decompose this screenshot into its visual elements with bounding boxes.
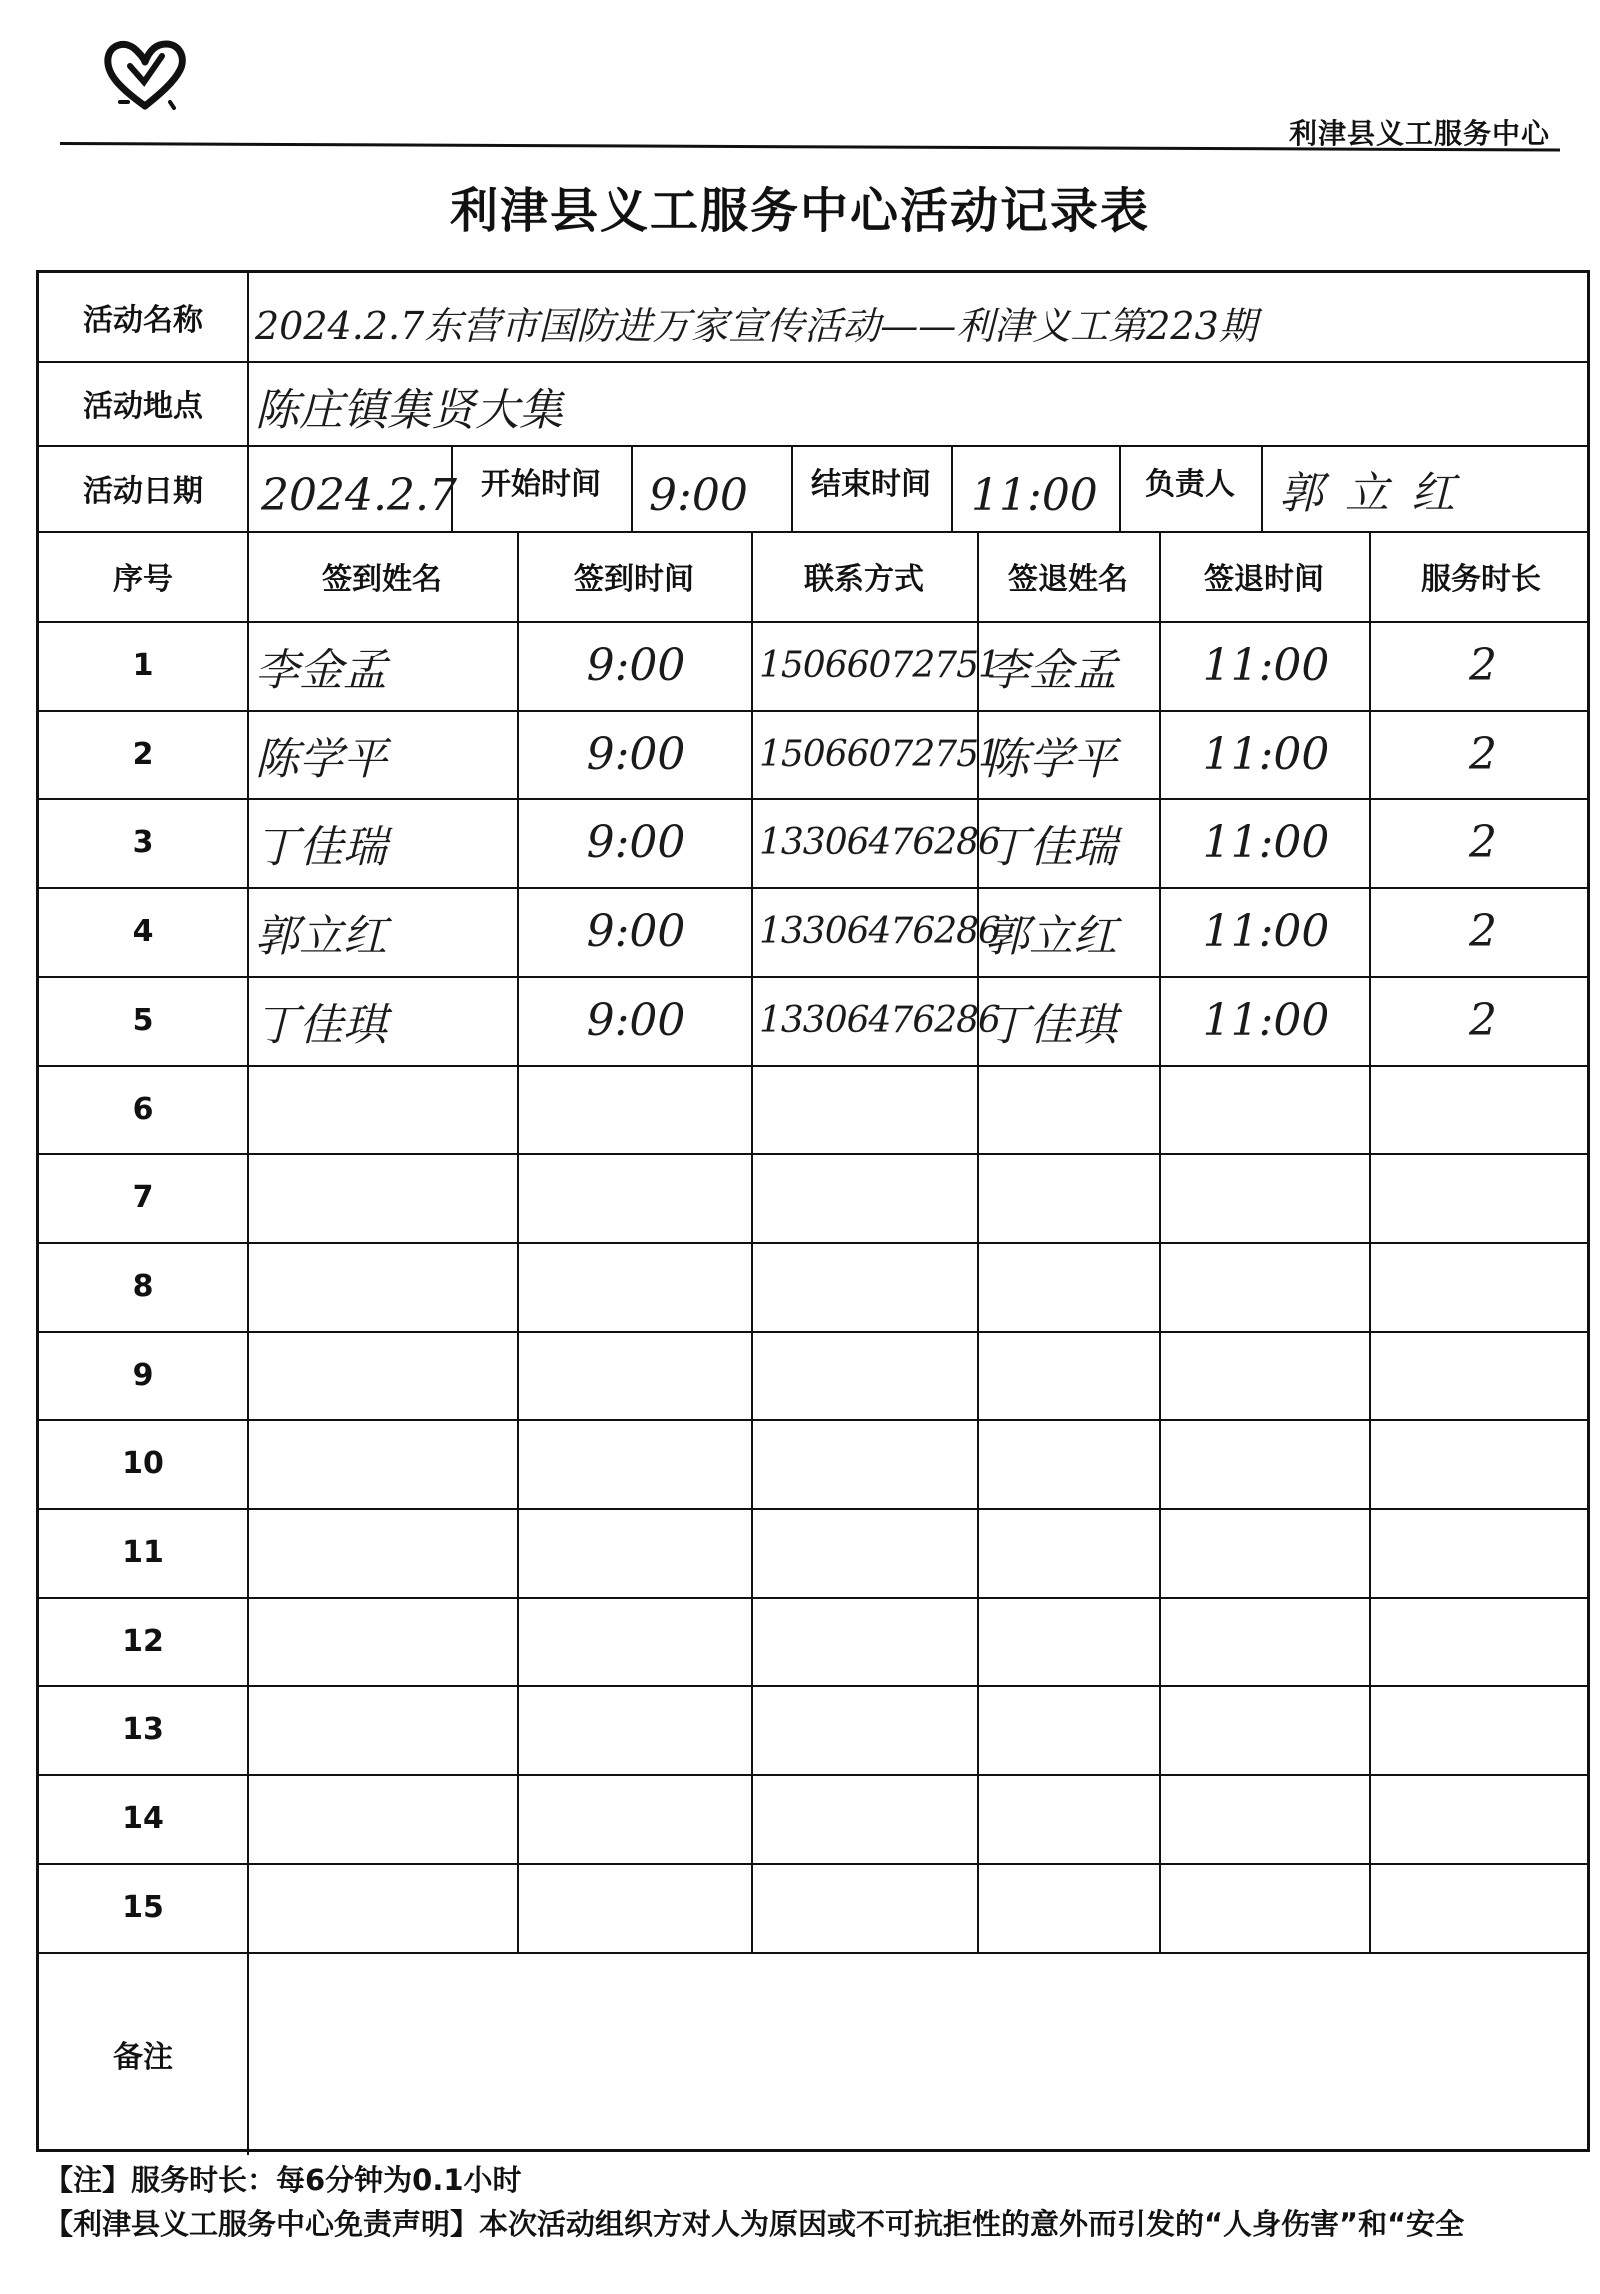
signin-name [255, 1419, 513, 1508]
row-number: 6 [132, 1092, 154, 1127]
service-hours [1377, 1419, 1589, 1508]
signin-name [255, 1863, 513, 1952]
signin-time [525, 1331, 747, 1420]
signout-name [985, 1508, 1155, 1597]
signin-time: 9:00 [586, 640, 686, 691]
header-no: 序号 [113, 562, 173, 597]
contact-phone [759, 1774, 973, 1863]
signin-time [525, 1508, 747, 1597]
signin-name: 丁佳瑞 [255, 821, 387, 873]
service-hours: 2 [1469, 640, 1497, 691]
signin-time [525, 1774, 747, 1863]
service-hours [1377, 1685, 1589, 1774]
signin-time [525, 1153, 747, 1242]
row-number: 11 [122, 1535, 164, 1570]
column-divider [951, 445, 953, 531]
contact-phone [759, 1331, 973, 1420]
signout-time [1167, 1863, 1365, 1952]
contact-phone: 13306476286 [759, 911, 1000, 952]
header-service-hours: 服务时长 [1421, 562, 1541, 597]
service-hours [1377, 1774, 1589, 1863]
contact-phone: 13306476286 [759, 1000, 1000, 1041]
contact-phone: 15066072751 [759, 645, 1000, 686]
signout-time [1167, 1331, 1365, 1420]
form-notes [44, 2158, 1564, 2246]
signin-name [255, 1774, 513, 1863]
row-number: 10 [122, 1446, 164, 1481]
signin-name [255, 1685, 513, 1774]
service-hours [1377, 1065, 1589, 1154]
row-number: 1 [132, 648, 154, 683]
signin-time: 9:00 [586, 995, 686, 1046]
row-number: 8 [132, 1269, 154, 1304]
leader-label: 负责人 [1145, 467, 1235, 502]
signout-time [1167, 1774, 1365, 1863]
heart-hand-logo-icon [100, 36, 190, 116]
column-divider [1261, 445, 1263, 531]
contact-phone: 13306476286 [759, 822, 1000, 863]
row-divider [39, 1952, 1587, 1954]
contact-phone: 15066072751 [759, 734, 1000, 775]
row-number: 5 [132, 1003, 154, 1038]
column-divider [1159, 531, 1161, 1952]
row-number: 7 [132, 1180, 154, 1215]
service-hours: 2 [1469, 906, 1497, 957]
leader-value: 郭立红 [1279, 468, 1477, 519]
activity-date-label: 活动日期 [83, 474, 203, 509]
service-hours [1377, 1242, 1589, 1331]
activity-record-form [36, 270, 1590, 2152]
contact-phone [759, 1863, 973, 1952]
signin-name [255, 1242, 513, 1331]
signin-time [525, 1419, 747, 1508]
signin-name: 丁佳琪 [255, 999, 387, 1051]
signin-name: 郭立红 [255, 910, 387, 962]
activity-date-value: 2024.2.7 [261, 469, 457, 521]
signout-time [1167, 1508, 1365, 1597]
header-signout-name: 签退姓名 [1008, 562, 1128, 597]
signout-name [985, 1331, 1155, 1420]
service-hours [1377, 1508, 1589, 1597]
activity-name-label: 活动名称 [83, 303, 203, 338]
signin-name: 李金孟 [255, 644, 387, 696]
signin-time: 9:00 [586, 817, 686, 868]
signout-time [1167, 1153, 1365, 1242]
row-number: 15 [122, 1890, 164, 1925]
signin-time: 9:00 [586, 729, 686, 780]
signout-name [985, 1153, 1155, 1242]
activity-name-value: 2024.2.7东营市国防进万家宣传活动——利津义工第223期 [255, 303, 1257, 348]
signout-name [985, 1419, 1155, 1508]
contact-phone [759, 1508, 973, 1597]
org-name: 利津县义工服务中心 [1288, 117, 1550, 150]
signout-time: 11:00 [1202, 995, 1330, 1046]
signin-time [525, 1065, 747, 1154]
contact-phone [759, 1419, 973, 1508]
signout-name [985, 1685, 1155, 1774]
signout-time: 11:00 [1202, 906, 1330, 957]
row-number: 2 [132, 737, 154, 772]
service-hours [1377, 1331, 1589, 1420]
signin-name: 陈学平 [255, 733, 387, 785]
service-hours: 2 [1469, 729, 1497, 780]
signout-name: 丁佳琪 [985, 999, 1117, 1051]
signin-name [255, 1331, 513, 1420]
service-hours: 2 [1469, 995, 1497, 1046]
signout-time: 11:00 [1202, 817, 1330, 868]
signout-name [985, 1065, 1155, 1154]
signout-name: 郭立红 [985, 910, 1117, 962]
end-time-value: 11:00 [971, 469, 1098, 521]
signout-time [1167, 1597, 1365, 1686]
row-divider [39, 361, 1587, 363]
column-divider [517, 531, 519, 1952]
header-contact: 联系方式 [804, 562, 924, 597]
contact-phone [759, 1065, 973, 1154]
signout-name [985, 1774, 1155, 1863]
header-signin-time: 签到时间 [574, 562, 694, 597]
signout-name [985, 1242, 1155, 1331]
header-signout-time: 签退时间 [1204, 562, 1324, 597]
signin-name [255, 1065, 513, 1154]
column-divider [1369, 531, 1371, 1952]
remarks-label: 备注 [113, 2039, 173, 2075]
activity-place-label: 活动地点 [83, 389, 203, 424]
signout-time [1167, 1242, 1365, 1331]
signout-time [1167, 1685, 1365, 1774]
row-number: 14 [122, 1801, 164, 1836]
service-hours: 2 [1469, 817, 1497, 868]
contact-phone [759, 1685, 973, 1774]
service-hours [1377, 1863, 1589, 1952]
signout-name: 李金孟 [985, 644, 1117, 696]
signin-time: 9:00 [586, 906, 686, 957]
start-time-label: 开始时间 [481, 467, 601, 502]
signout-name: 陈学平 [985, 733, 1117, 785]
signout-time [1167, 1065, 1365, 1154]
end-time-label: 结束时间 [811, 467, 931, 502]
row-number: 3 [132, 825, 154, 860]
column-divider [751, 531, 753, 1952]
contact-phone [759, 1597, 973, 1686]
signin-name [255, 1508, 513, 1597]
row-number: 9 [132, 1358, 154, 1393]
header-signin-name: 签到姓名 [322, 562, 442, 597]
signout-time [1167, 1419, 1365, 1508]
disclaimer-text: 【利津县义工服务中心免责声明】本次活动组织方对人为原因或不可抗拒性的意外而引发的“人身伤害”和“安全 [44, 2207, 1465, 2241]
row-number: 4 [132, 914, 154, 949]
start-time-value: 9:00 [649, 469, 748, 521]
signin-time [525, 1863, 747, 1952]
page-title: 利津县义工服务中心活动记录表 [449, 183, 1150, 239]
service-hours [1377, 1597, 1589, 1686]
service-hours [1377, 1153, 1589, 1242]
row-number: 13 [122, 1712, 164, 1747]
signout-time: 11:00 [1202, 729, 1330, 780]
signout-name [985, 1863, 1155, 1952]
signout-time: 11:00 [1202, 640, 1330, 691]
column-divider [631, 445, 633, 531]
signout-name [985, 1597, 1155, 1686]
row-number: 12 [122, 1624, 164, 1659]
signin-time [525, 1242, 747, 1331]
service-hours-note: 【注】服务时长：每6分钟为0.1小时 [44, 2163, 522, 2197]
signin-time [525, 1597, 747, 1686]
contact-phone [759, 1242, 973, 1331]
signout-name: 丁佳瑞 [985, 821, 1117, 873]
signin-time [525, 1685, 747, 1774]
activity-place-value: 陈庄镇集贤大集 [255, 385, 563, 436]
signin-name [255, 1597, 513, 1686]
signin-name [255, 1153, 513, 1242]
contact-phone [759, 1153, 973, 1242]
